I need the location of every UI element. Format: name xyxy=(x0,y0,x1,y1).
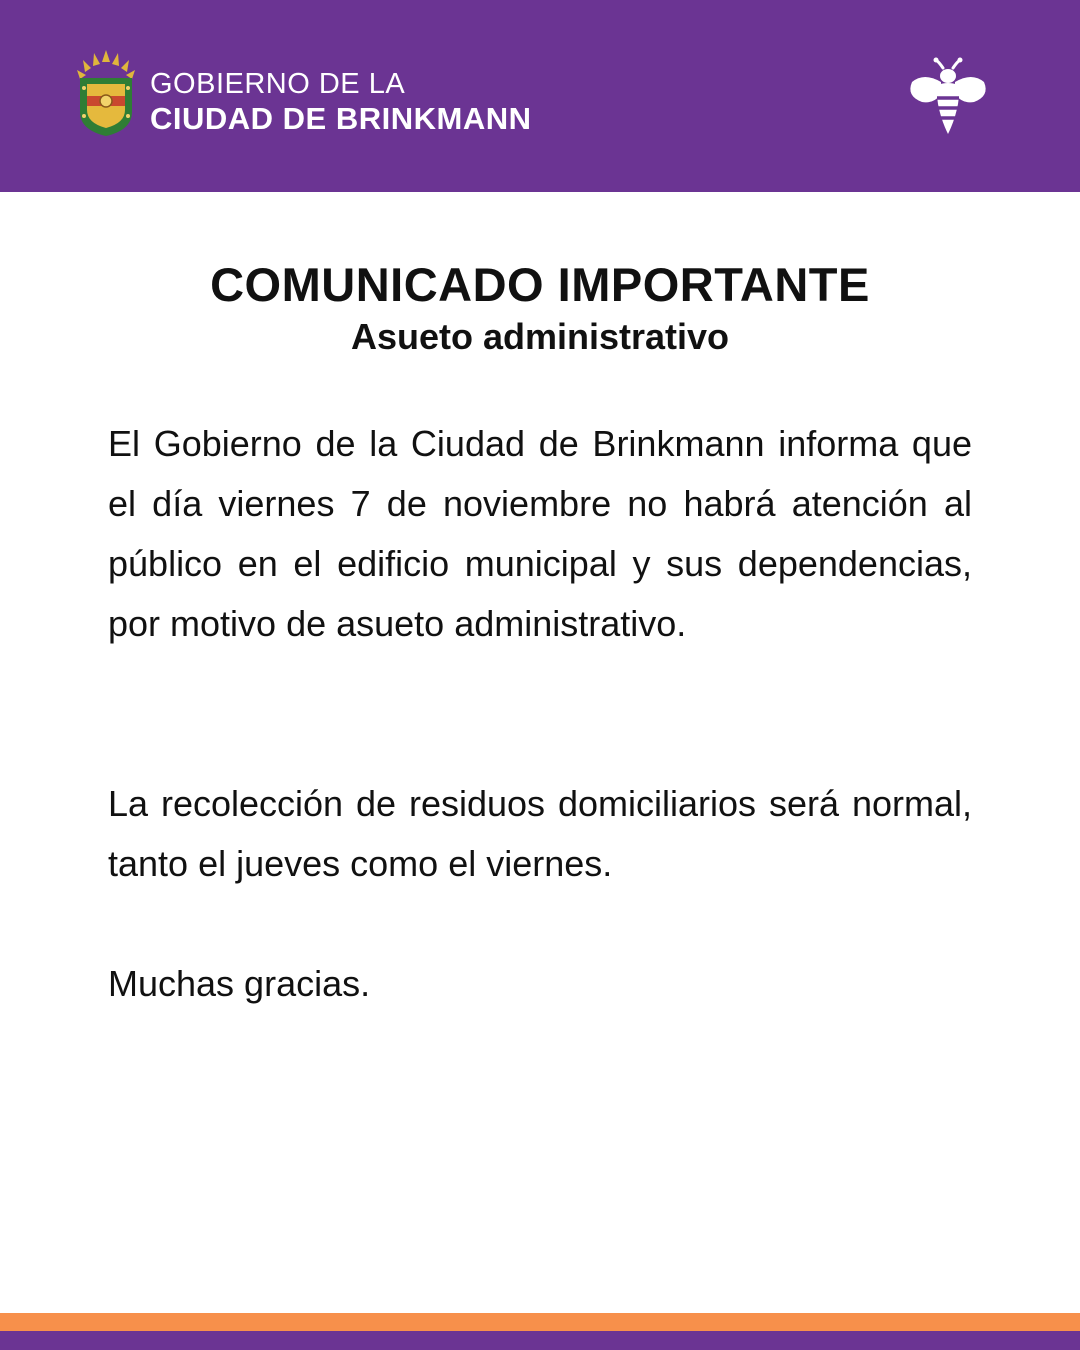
org-name-line1: GOBIERNO DE LA xyxy=(150,68,406,100)
body-paragraph: La recolección de residuos domiciliarios será normal, tanto el jueves como el viernes. xyxy=(108,783,972,884)
page-subtitle: Asueto administrativo xyxy=(350,316,730,357)
body-paragraph: El Gobierno de la Ciudad de Brinkmann informa que el día viernes 7 de noviembre no habrá atención al público en el edificio municipal y sus dependencias, por motivo de asueto administrativo. xyxy=(108,423,972,644)
header-bar xyxy=(0,0,1080,192)
closing-text: Muchas gracias. xyxy=(108,963,371,1004)
footer-stripe-orange xyxy=(0,1313,1080,1331)
org-name xyxy=(150,70,532,134)
bee-icon xyxy=(906,56,990,138)
city-crest-icon xyxy=(74,50,138,138)
page-title: COMUNICADO IMPORTANTE xyxy=(210,258,870,311)
footer-stripe-purple xyxy=(0,1331,1080,1350)
org-name-line2: CIUDAD DE BRINKMANN xyxy=(150,101,532,136)
